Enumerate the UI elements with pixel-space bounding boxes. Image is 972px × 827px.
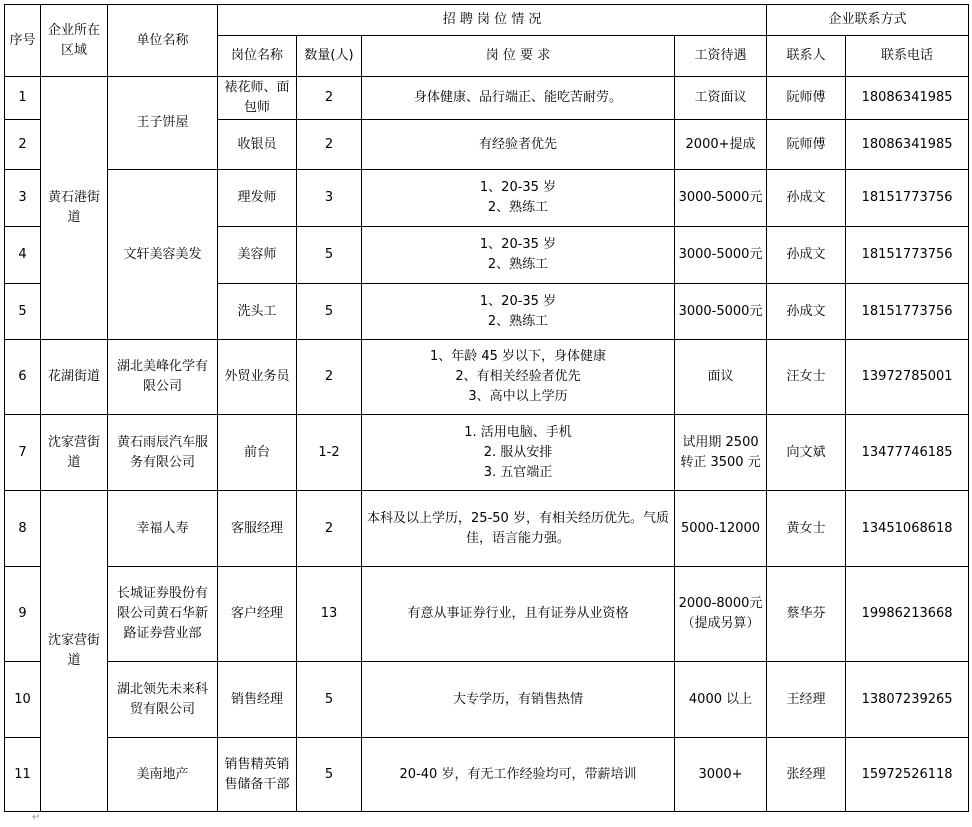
unit-cell: 美南地产	[108, 738, 218, 812]
table-row	[5, 340, 969, 415]
requirements-cell	[362, 284, 675, 340]
requirement-line: 3. 五官端正	[483, 464, 553, 480]
position-cell: 裱花师、面包师	[218, 77, 297, 120]
phone-cell: 19986213668	[846, 567, 969, 662]
requirements-cell	[362, 415, 675, 491]
table-row	[5, 567, 969, 662]
phone-cell: 18151773756	[846, 170, 969, 227]
salary-cell: 试用期 2500 转正 3500 元	[675, 415, 767, 491]
requirement-line: 1、20-35 岁	[479, 180, 557, 195]
requirements-cell	[362, 227, 675, 284]
salary-cell: 3000-5000元	[675, 170, 767, 227]
header-seq: 序号	[5, 5, 41, 77]
table-row	[5, 491, 969, 567]
row-seq: 10	[5, 662, 41, 738]
row-seq: 2	[5, 120, 41, 170]
header-contact-group: 企业联系方式	[767, 5, 969, 36]
unit-cell: 湖北领先未来科贸有限公司	[108, 662, 218, 738]
header-area: 企业所在区域	[41, 5, 108, 77]
unit-cell: 湖北美峰化学有限公司	[108, 340, 218, 415]
position-cell: 收银员	[218, 120, 297, 170]
position-cell: 销售经理	[218, 662, 297, 738]
contact-cell: 孙成文	[767, 170, 846, 227]
row-seq: 6	[5, 340, 41, 415]
phone-cell: 18151773756	[846, 227, 969, 284]
count-cell: 5	[297, 227, 362, 284]
table-row	[5, 77, 969, 120]
row-seq: 3	[5, 170, 41, 227]
position-cell: 销售精英销售储备干部	[218, 738, 297, 812]
position-cell: 客服经理	[218, 491, 297, 567]
contact-cell: 王经理	[767, 662, 846, 738]
requirement-line: 2、熟练工	[487, 257, 549, 272]
unit-cell: 文轩美容美发	[108, 170, 218, 340]
requirements-cell	[362, 340, 675, 415]
requirements-cell	[362, 738, 675, 812]
paragraph-mark-icon: ↵	[32, 812, 41, 823]
contact-cell: 孙成文	[767, 284, 846, 340]
header-requirements: 岗 位 要 求	[362, 36, 675, 77]
position-cell: 洗头工	[218, 284, 297, 340]
count-cell: 2	[297, 491, 362, 567]
contact-cell: 阮师傅	[767, 120, 846, 170]
position-cell: 客户经理	[218, 567, 297, 662]
requirement-line: 1、20-35 岁	[479, 293, 557, 309]
header-row-1	[5, 5, 969, 36]
count-cell: 2	[297, 340, 362, 415]
row-seq: 4	[5, 227, 41, 284]
row-seq: 5	[5, 284, 41, 340]
requirement-line: 有经验者优先	[478, 136, 557, 152]
position-cell: 美容师	[218, 227, 297, 284]
requirement-line: 2、熟练工	[487, 200, 549, 215]
salary-cell: 2000+提成	[675, 120, 767, 170]
phone-cell: 18086341985	[846, 77, 969, 120]
table-row	[5, 170, 969, 227]
requirement-line: 1. 活用电脑、手机	[464, 424, 572, 440]
header-salary: 工资待遇	[675, 36, 767, 77]
salary-cell: 3000-5000元	[675, 284, 767, 340]
phone-cell: 18086341985	[846, 120, 969, 170]
position-cell: 理发师	[218, 170, 297, 227]
phone-cell: 13477746185	[846, 415, 969, 491]
table-row	[5, 662, 969, 738]
row-seq: 9	[5, 567, 41, 662]
phone-cell: 13451068618	[846, 491, 969, 567]
contact-cell: 黄女士	[767, 491, 846, 567]
unit-cell: 黄石雨辰汽车服务有限公司	[108, 415, 218, 491]
phone-cell: 13972785001	[846, 340, 969, 415]
requirement-line: 20-40 岁，有无工作经验均可，带薪培训	[399, 766, 637, 782]
salary-cell: 3000-5000元	[675, 227, 767, 284]
requirement-line: 2、熟练工	[487, 313, 549, 329]
count-cell: 5	[297, 284, 362, 340]
requirement-line: 大专学历，有销售热情	[452, 691, 583, 707]
count-cell: 5	[297, 662, 362, 738]
header-contact: 联系人	[767, 36, 846, 77]
contact-cell: 孙成文	[767, 227, 846, 284]
count-cell: 1-2	[297, 415, 362, 491]
area-cell: 沈家营街道	[41, 491, 108, 812]
salary-cell: 4000 以上	[675, 662, 767, 738]
phone-cell: 18151773756	[846, 284, 969, 340]
unit-cell: 幸福人寿	[108, 491, 218, 567]
salary-cell: 3000+	[675, 738, 767, 812]
area-cell: 沈家营街道	[41, 415, 108, 491]
position-cell: 外贸业务员	[218, 340, 297, 415]
requirements-cell	[362, 491, 675, 567]
requirements-cell	[362, 77, 675, 120]
requirements-cell	[362, 170, 675, 227]
requirement-line: 2. 服从安排	[483, 444, 553, 460]
contact-cell: 汪女士	[767, 340, 846, 415]
header-phone: 联系电话	[846, 36, 969, 77]
requirement-line: 2、有相关经验者优先	[455, 369, 581, 384]
requirement-line: 有意从事证券行业，且有证券从业资格	[407, 606, 629, 621]
phone-cell: 15972526118	[846, 738, 969, 812]
unit-cell: 长城证券股份有限公司黄石华新路证券营业部	[108, 567, 218, 662]
row-seq: 8	[5, 491, 41, 567]
contact-cell: 蔡华芬	[767, 567, 846, 662]
contact-cell: 阮师傅	[767, 77, 846, 120]
row-seq: 11	[5, 738, 41, 812]
table-row	[5, 738, 969, 812]
requirement-line: 1、年龄 45 岁以下，身体健康	[429, 349, 607, 364]
row-seq: 1	[5, 77, 41, 120]
position-cell: 前台	[218, 415, 297, 491]
recruitment-table	[4, 4, 969, 812]
salary-cell: 2000-8000元（提成另算）	[675, 567, 767, 662]
requirements-cell	[362, 662, 675, 738]
count-cell: 2	[297, 120, 362, 170]
count-cell: 2	[297, 77, 362, 120]
area-cell: 花湖街道	[41, 340, 108, 415]
requirement-line: 身体健康、品行端正、能吃苦耐劳。	[413, 90, 622, 105]
header-count: 数量(人)	[297, 36, 362, 77]
unit-cell: 王子饼屋	[108, 77, 218, 170]
contact-cell: 向文斌	[767, 415, 846, 491]
header-unit: 单位名称	[108, 5, 218, 77]
area-cell: 黄石港街道	[41, 77, 108, 340]
table-row	[5, 415, 969, 491]
row-seq: 7	[5, 415, 41, 491]
requirement-line: 3、高中以上学历	[468, 389, 568, 404]
salary-cell: 工资面议	[675, 77, 767, 120]
contact-cell: 张经理	[767, 738, 846, 812]
salary-cell: 5000-12000	[675, 491, 767, 567]
salary-cell: 面议	[675, 340, 767, 415]
phone-cell: 13807239265	[846, 662, 969, 738]
count-cell: 5	[297, 738, 362, 812]
header-recruit: 招 聘 岗 位 情 况	[218, 5, 767, 36]
requirements-cell	[362, 120, 675, 170]
header-position: 岗位名称	[218, 36, 297, 77]
requirements-cell	[362, 567, 675, 662]
count-cell: 13	[297, 567, 362, 662]
count-cell: 3	[297, 170, 362, 227]
requirement-line: 本科及以上学历，25-50 岁，有相关经历优先。气质佳，语言能力强。	[367, 510, 669, 546]
requirement-line: 1、20-35 岁	[479, 237, 557, 252]
